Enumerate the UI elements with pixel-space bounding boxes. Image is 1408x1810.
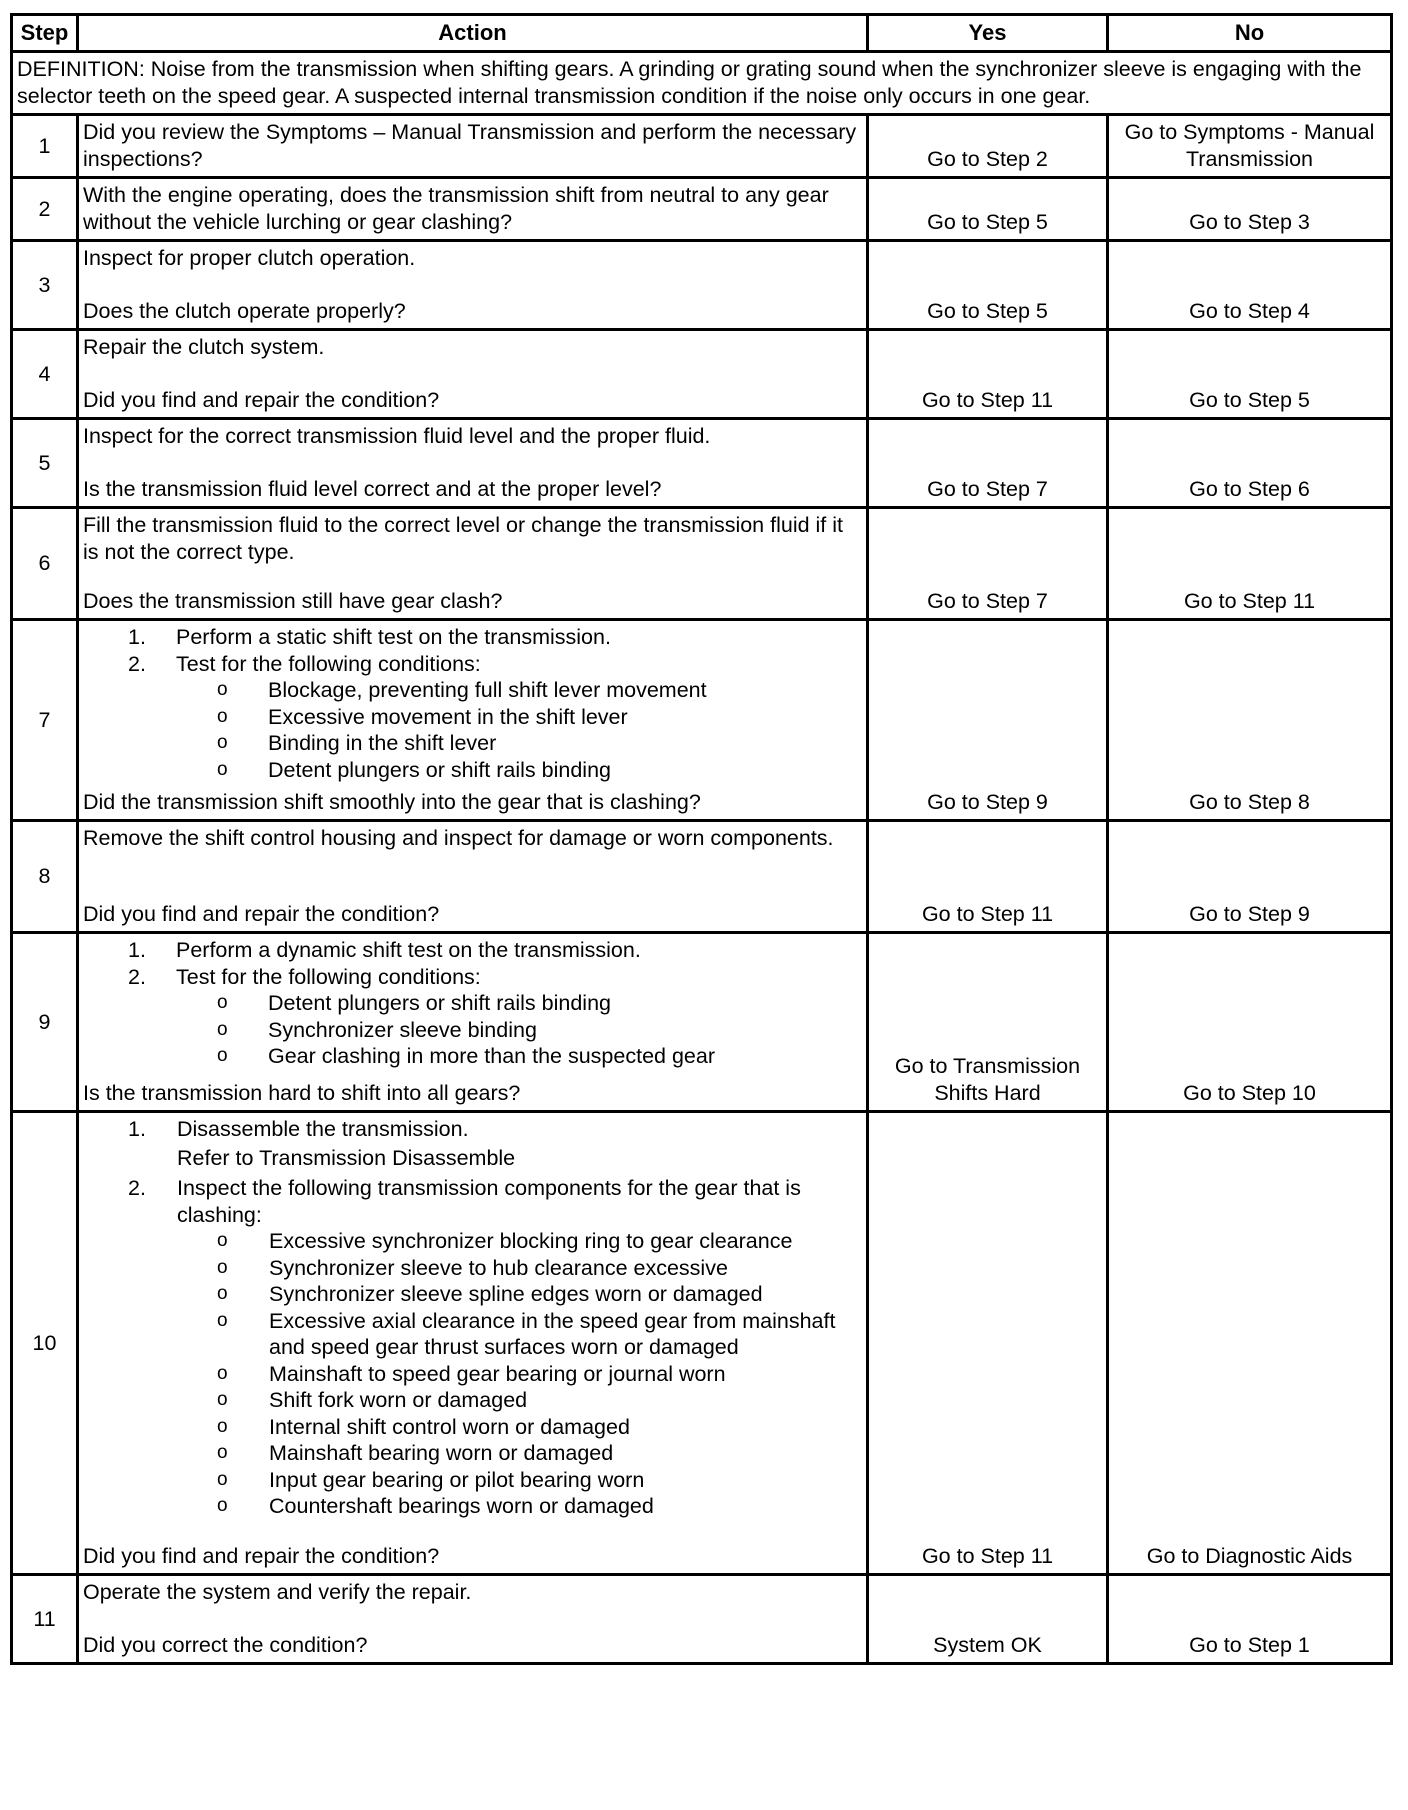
- table-row: [12, 620, 1392, 821]
- item-number: 2.: [128, 651, 146, 676]
- list-item: [83, 730, 862, 757]
- action-text: Did you review the Symptoms – Manual Transmission and perform the necessary inspections?: [78, 115, 868, 178]
- action-text: With the engine operating, does the transmission shift from neutral to any gear without the vehicle lurching or gear clashing?: [78, 178, 868, 241]
- list-item: [83, 964, 862, 991]
- action-instruction: Remove the shift control housing and inspect for damage or worn components.: [83, 826, 834, 850]
- action-cell: [78, 620, 868, 821]
- bullet-icon: o: [217, 758, 228, 780]
- no-result: Go to Step 6: [1108, 419, 1392, 508]
- list-item: [83, 1493, 862, 1520]
- no-result: Go to Step 9: [1108, 821, 1392, 933]
- table-row: [12, 1112, 1392, 1575]
- item-text: Synchronizer sleeve binding: [268, 1017, 537, 1042]
- bullet-icon: o: [217, 1256, 228, 1278]
- action-cell: [78, 241, 868, 330]
- step-number: 2: [12, 178, 78, 241]
- item-text: Shift fork worn or damaged: [269, 1388, 528, 1412]
- yes-result: Go to Step 7: [868, 508, 1108, 620]
- definition-row: [12, 52, 1392, 115]
- no-result: Go to Step 11: [1108, 508, 1392, 620]
- action-question: Did the transmission shift smoothly into the gear that is clashing?: [83, 789, 701, 814]
- table-row: [12, 178, 1392, 241]
- action-question: Is the transmission fluid level correct and at the proper level?: [83, 476, 662, 501]
- no-result: Go to Step 1: [1108, 1575, 1392, 1664]
- component-list: [83, 1228, 862, 1520]
- list-item: [83, 1228, 862, 1255]
- bullet-icon: o: [217, 732, 228, 753]
- list-item: [83, 1414, 862, 1441]
- item-text: Test for the following conditions:: [176, 651, 481, 676]
- no-result: Go to Step 3: [1108, 178, 1392, 241]
- step-number: 10: [12, 1112, 78, 1575]
- list-item: [83, 1467, 862, 1494]
- step-number: 9: [12, 933, 78, 1112]
- list-item: [83, 757, 862, 784]
- list-item: [83, 1361, 862, 1388]
- header-step: Step: [12, 15, 78, 52]
- list-item: [83, 1281, 862, 1308]
- header-action: Action: [78, 15, 868, 52]
- bullet-icon: o: [217, 1283, 228, 1304]
- step-number: 6: [12, 508, 78, 620]
- item-text: Perform a static shift test on the transmission.: [176, 625, 611, 649]
- item-text: Inspect the following transmission components for the gear that is clashing:: [177, 1176, 801, 1227]
- action-question: Did you find and repair the condition?: [83, 1543, 440, 1568]
- action-instruction: Operate the system and verify the repair.: [83, 1580, 472, 1604]
- bullet-icon: o: [217, 1045, 228, 1066]
- item-text: Perform a dynamic shift test on the transmission.: [176, 938, 641, 962]
- bullet-icon: o: [217, 1495, 228, 1516]
- bullet-icon: o: [217, 705, 228, 727]
- header-no: No: [1108, 15, 1392, 52]
- no-result: Go to Step 10: [1108, 933, 1392, 1112]
- item-text: Disassemble the transmission.: [177, 1117, 469, 1141]
- list-item: [83, 1308, 862, 1361]
- list-item: [83, 1440, 862, 1467]
- yes-result: Go to Step 5: [868, 241, 1108, 330]
- action-question: Is the transmission hard to shift into all gears?: [83, 1080, 521, 1105]
- bullet-icon: o: [217, 1230, 228, 1251]
- action-question: Did you correct the condition?: [83, 1632, 368, 1657]
- item-text: Internal shift control worn or damaged: [269, 1414, 630, 1439]
- item-text: Detent plungers or shift rails binding: [268, 757, 611, 782]
- bullet-icon: o: [217, 1442, 228, 1463]
- table-row: [12, 1575, 1392, 1664]
- procedure-list: [83, 937, 862, 990]
- step-number: 7: [12, 620, 78, 821]
- bullet-icon: o: [217, 1362, 228, 1384]
- list-item: [83, 1387, 862, 1414]
- item-text: Blockage, preventing full shift lever movement: [268, 678, 707, 702]
- action-cell: [78, 419, 868, 508]
- yes-result: Go to Step 11: [868, 330, 1108, 419]
- header-yes: Yes: [868, 15, 1108, 52]
- no-result: Go to Step 5: [1108, 330, 1392, 419]
- item-number: 2.: [128, 964, 146, 989]
- item-text: Synchronizer sleeve to hub clearance excessive: [269, 1255, 728, 1280]
- action-question: Does the clutch operate properly?: [83, 298, 406, 323]
- bullet-icon: o: [217, 1309, 228, 1331]
- action-question: Did you find and repair the condition?: [83, 387, 440, 412]
- item-text: Excessive synchronizer blocking ring to gear clearance: [269, 1229, 793, 1253]
- item-text: Mainshaft to speed gear bearing or journal worn: [269, 1361, 726, 1386]
- action-cell: [78, 1575, 868, 1664]
- item-text: Synchronizer sleeve spline edges worn or damaged: [269, 1282, 763, 1306]
- header-row: [12, 15, 1392, 52]
- bullet-icon: o: [217, 679, 228, 700]
- bullet-icon: o: [217, 1018, 228, 1040]
- action-question: Did you find and repair the condition?: [83, 901, 440, 926]
- bullet-icon: o: [217, 1415, 228, 1437]
- list-item: [83, 1043, 862, 1070]
- table-row: [12, 508, 1392, 620]
- list-item: [83, 1116, 862, 1171]
- no-result: Go to Symptoms - Manual Transmission: [1108, 115, 1392, 178]
- item-text: Mainshaft bearing worn or damaged: [269, 1441, 614, 1465]
- action-cell: [78, 933, 868, 1112]
- reference-text: Refer to Transmission Disassemble: [177, 1145, 516, 1170]
- yes-result: Go to Step 7: [868, 419, 1108, 508]
- table-row: [12, 115, 1392, 178]
- yes-result: Go to Step 5: [868, 178, 1108, 241]
- item-text: Gear clashing in more than the suspected gear: [268, 1044, 715, 1068]
- yes-result: Go to Transmission Shifts Hard: [868, 933, 1108, 1112]
- procedure-list: [83, 1116, 862, 1228]
- list-item: [83, 990, 862, 1017]
- action-cell: [78, 508, 868, 620]
- condition-list: [83, 677, 862, 783]
- list-item: [83, 677, 862, 704]
- step-number: 5: [12, 419, 78, 508]
- table-row: [12, 330, 1392, 419]
- bullet-icon: o: [217, 992, 228, 1013]
- step-number: 8: [12, 821, 78, 933]
- table-row: [12, 241, 1392, 330]
- step-number: 11: [12, 1575, 78, 1664]
- yes-result: Go to Step 11: [868, 1112, 1108, 1575]
- no-result: Go to Step 8: [1108, 620, 1392, 821]
- action-cell: [78, 821, 868, 933]
- item-text: Detent plungers or shift rails binding: [268, 991, 611, 1015]
- action-cell: [78, 330, 868, 419]
- list-item: [83, 1017, 862, 1044]
- yes-result: Go to Step 2: [868, 115, 1108, 178]
- definition-text: DEFINITION: Noise from the transmission when shifting gears. A grinding or grating sound when the synchronizer sleeve is engaging with the selector teeth on the speed gear. A suspected internal transmission condition if the noise only occurs in one gear.: [12, 52, 1392, 115]
- action-instruction: Repair the clutch system.: [83, 335, 325, 359]
- action-instruction: Fill the transmission fluid to the correct level or change the transmission fluid if it is not the correct type.: [83, 513, 843, 564]
- item-text: Binding in the shift lever: [268, 731, 497, 755]
- action-cell: [78, 1112, 868, 1575]
- action-instruction: Inspect for the correct transmission fluid level and the proper fluid.: [83, 424, 711, 448]
- table-row: [12, 933, 1392, 1112]
- no-result: Go to Diagnostic Aids: [1108, 1112, 1392, 1575]
- list-item: [83, 1255, 862, 1282]
- list-item: [83, 1175, 862, 1228]
- item-text: Excessive axial clearance in the speed gear from mainshaft and speed gear thrust surfaces worn or damaged: [269, 1308, 836, 1359]
- step-number: 3: [12, 241, 78, 330]
- yes-result: Go to Step 9: [868, 620, 1108, 821]
- item-number: 1.: [128, 625, 146, 649]
- diagnostic-table: [10, 13, 1393, 1665]
- action-question: Does the transmission still have gear clash?: [83, 588, 503, 613]
- step-number: 4: [12, 330, 78, 419]
- bullet-icon: o: [217, 1468, 228, 1490]
- list-item: [83, 937, 862, 964]
- bullet-icon: o: [217, 1389, 228, 1410]
- item-number: 2.: [128, 1176, 146, 1200]
- item-text: Input gear bearing or pilot bearing worn: [269, 1467, 645, 1492]
- list-item: [83, 651, 862, 678]
- list-item: [83, 624, 862, 651]
- item-text: Test for the following conditions:: [176, 964, 481, 989]
- step-number: 1: [12, 115, 78, 178]
- list-item: [83, 704, 862, 731]
- no-result: Go to Step 4: [1108, 241, 1392, 330]
- yes-result: System OK: [868, 1575, 1108, 1664]
- yes-result: Go to Step 11: [868, 821, 1108, 933]
- diagnostic-table-page: [10, 13, 1390, 1665]
- procedure-list: [83, 624, 862, 677]
- item-text: Excessive movement in the shift lever: [268, 704, 628, 729]
- item-number: 1.: [128, 938, 146, 962]
- condition-list: [83, 990, 862, 1070]
- action-instruction: Inspect for proper clutch operation.: [83, 246, 416, 270]
- table-row: [12, 419, 1392, 508]
- table-row: [12, 821, 1392, 933]
- item-number: 1.: [128, 1117, 146, 1141]
- item-text: Countershaft bearings worn or damaged: [269, 1494, 654, 1518]
